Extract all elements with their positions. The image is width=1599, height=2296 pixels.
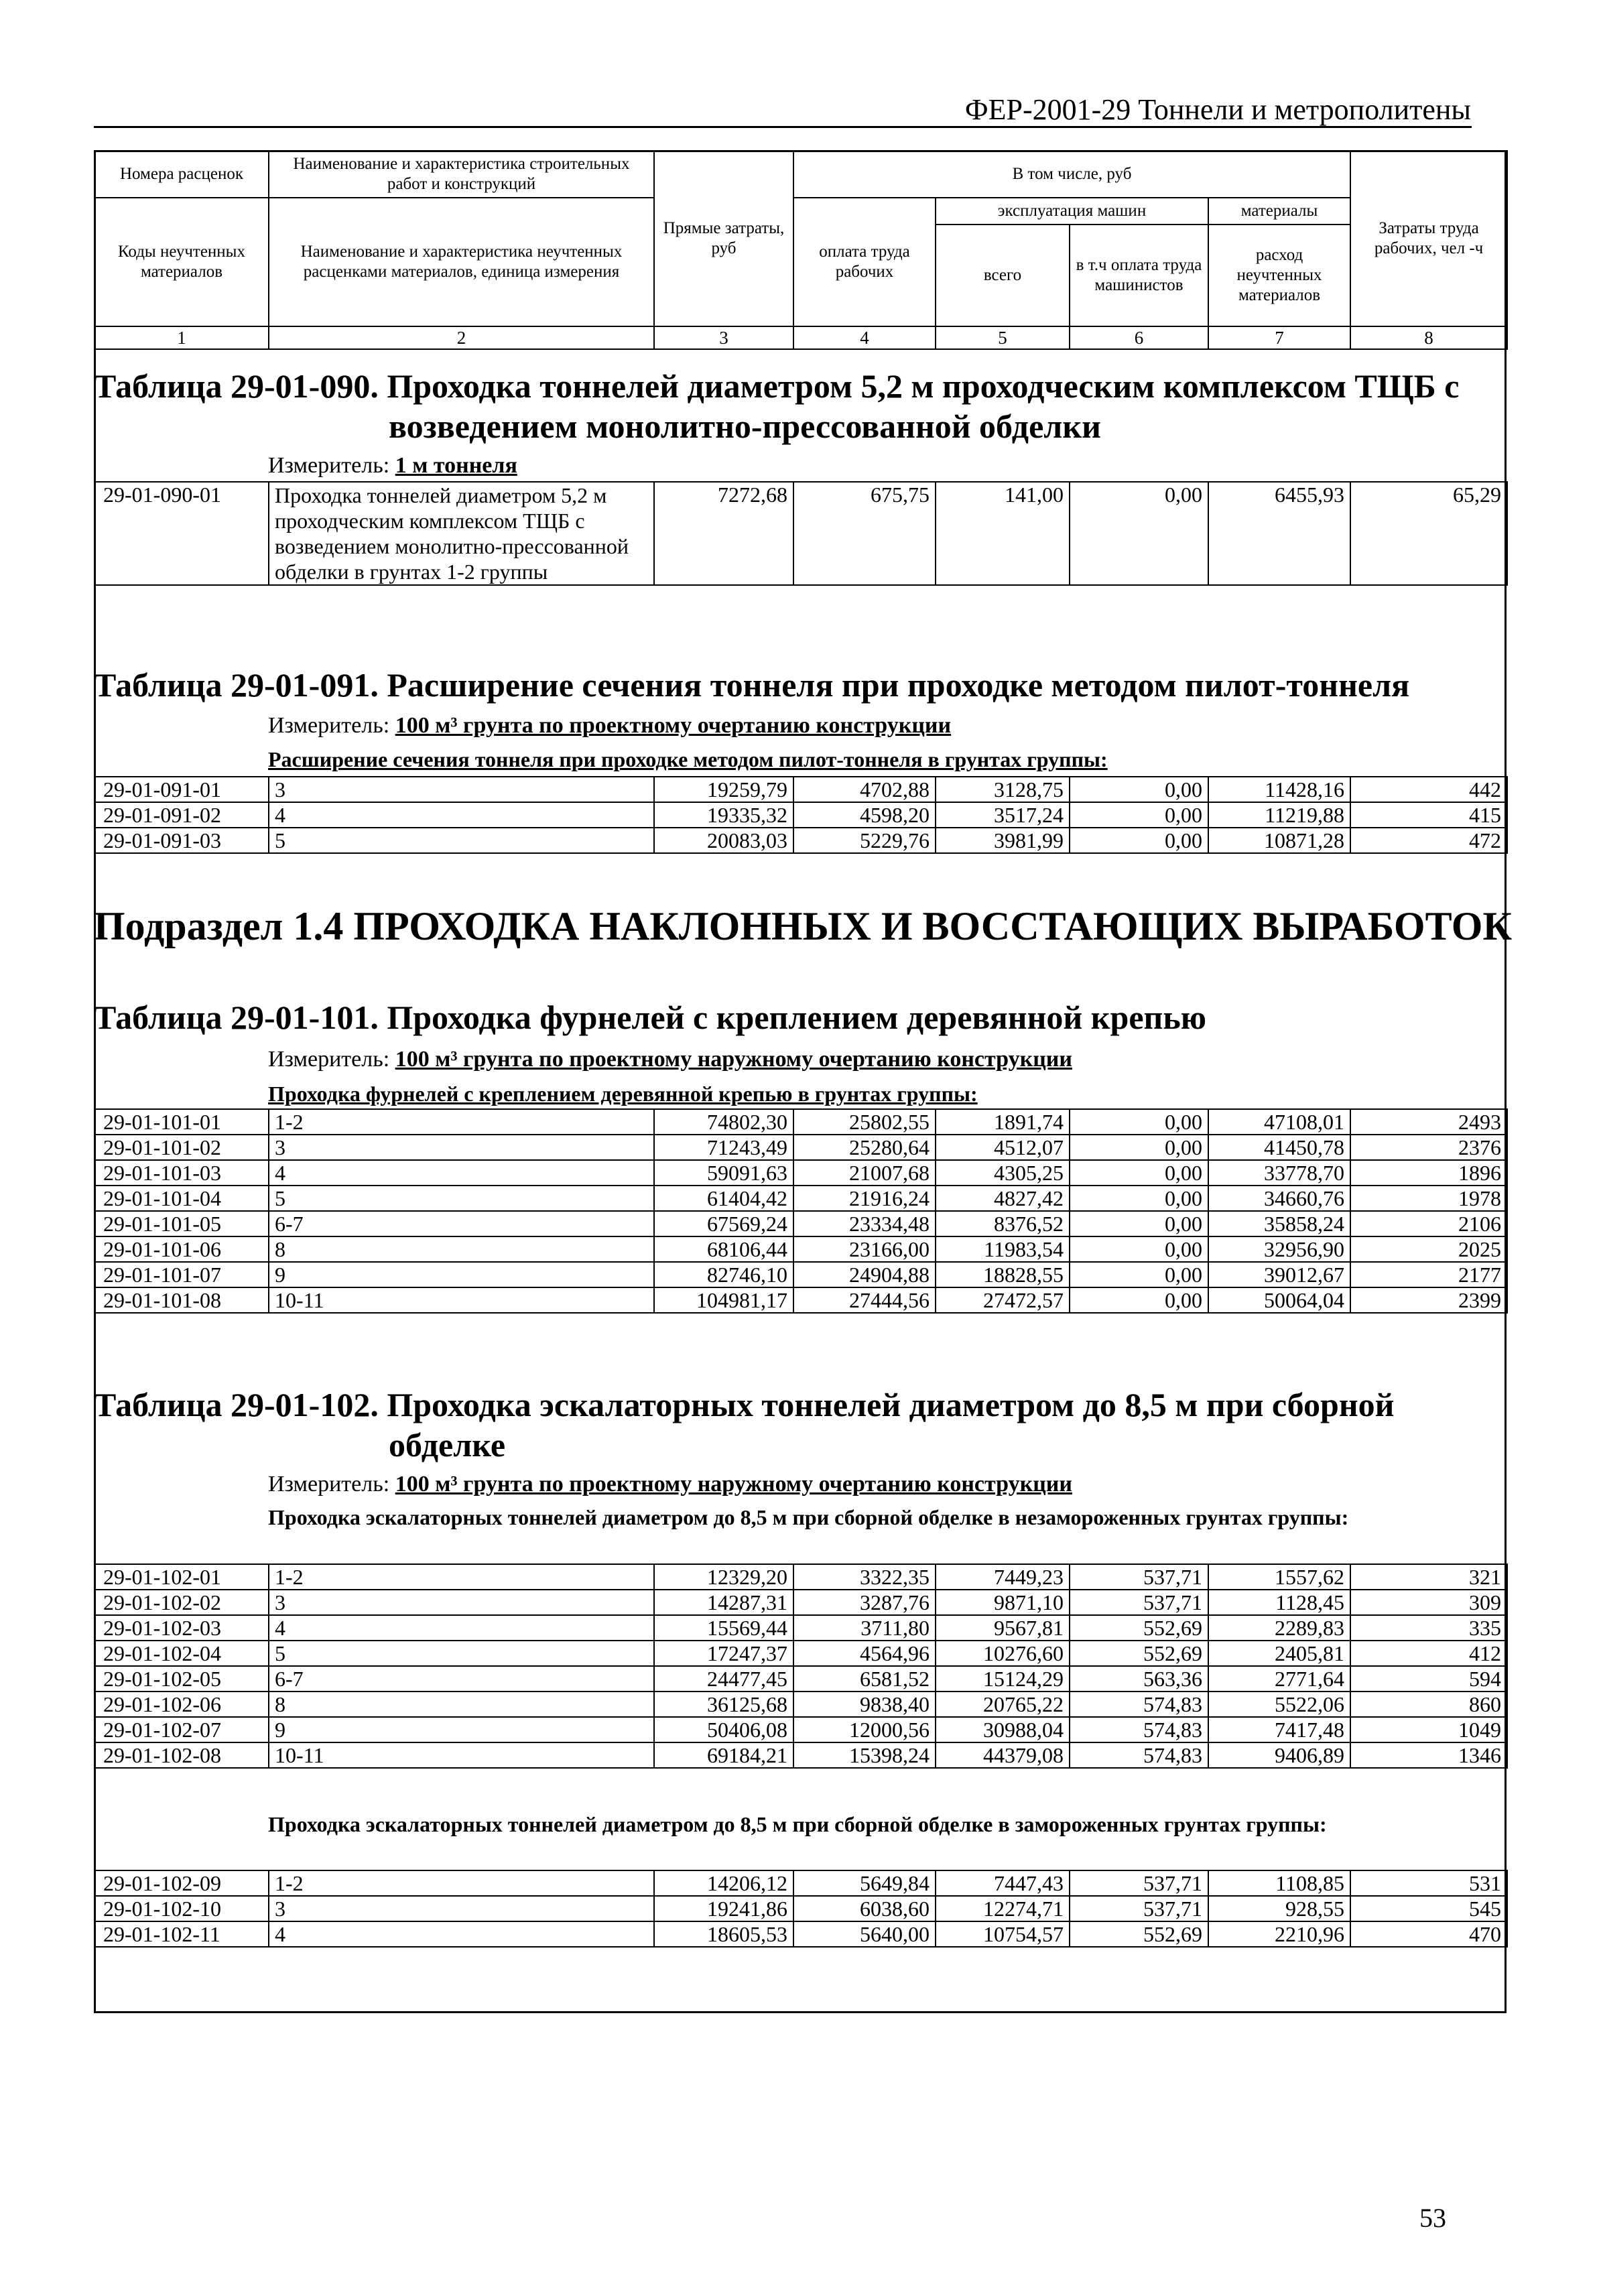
soil-group-cell: 6-7 — [269, 1666, 654, 1692]
soil-group-cell: 1-2 — [269, 1870, 654, 1896]
materials-cell: 1128,45 — [1208, 1590, 1350, 1615]
machines-total-cell: 18828,55 — [936, 1262, 1070, 1287]
labor-costs-cell: 2376 — [1350, 1135, 1507, 1160]
table-101-section: Проходка фурнелей с креплением деревянной крепью в грунтах группы: — [268, 1082, 978, 1106]
direct-costs-cell: 36125,68 — [654, 1692, 793, 1717]
table-090-unit: 1 м тоннеля — [395, 453, 517, 478]
operator-pay-cell: 0,00 — [1070, 1287, 1208, 1313]
operator-pay-header: в т.ч оплата труда машинистов — [1070, 225, 1208, 326]
direct-costs-cell: 69184,21 — [654, 1742, 793, 1768]
machines-total-cell: 4512,07 — [936, 1135, 1070, 1160]
soil-group-cell: 4 — [269, 1921, 654, 1947]
subsection-heading: Подраздел 1.4 ПРОХОДКА НАКЛОННЫХ И ВОССТАЮЩИХ ВЫРАБОТОК — [94, 904, 1512, 948]
materials-cell: 47108,01 — [1208, 1109, 1350, 1135]
worker-pay-cell: 27444,56 — [793, 1287, 936, 1313]
table-101-title: Таблица 29-01-101. Проходка фурнелей с креплением деревянной крепью — [94, 999, 1206, 1036]
materials-cell: 7417,48 — [1208, 1717, 1350, 1742]
direct-costs-cell: 67569,24 — [654, 1211, 793, 1236]
table-row — [94, 1615, 1507, 1641]
rate-code-cell: 29-01-102-05 — [94, 1666, 269, 1692]
rate-code-cell: 29-01-102-07 — [94, 1717, 269, 1742]
operator-pay-cell: 0,00 — [1070, 802, 1208, 828]
direct-costs-cell: 82746,10 — [654, 1262, 793, 1287]
rate-code-cell: 29-01-101-08 — [94, 1287, 269, 1313]
direct-costs-cell: 20083,03 — [654, 828, 793, 853]
direct-costs-cell: 18605,53 — [654, 1921, 793, 1947]
materials-cell: 11428,16 — [1208, 777, 1350, 802]
machines-total-cell: 1891,74 — [936, 1109, 1070, 1135]
direct-costs-cell: 19335,32 — [654, 802, 793, 828]
labor-costs-cell: 2025 — [1350, 1236, 1507, 1262]
operator-pay-cell: 574,83 — [1070, 1742, 1208, 1768]
table-102-section-1: Проходка эскалаторных тоннелей диаметром до 8,5 м при сборной обделке в незамороженных грунтах группы: — [268, 1505, 1349, 1529]
table-090-title-line1: Проходка тоннелей диаметром 5,2 м проходческим комплексом ТЩБ с — [387, 367, 1460, 405]
rate-code-cell: 29-01-101-05 — [94, 1211, 269, 1236]
direct-costs-cell: 24477,45 — [654, 1666, 793, 1692]
operator-pay-cell: 0,00 — [1070, 777, 1208, 802]
machines-total-cell: 3128,75 — [936, 777, 1070, 802]
col-number: 8 — [1350, 326, 1507, 349]
rate-code-cell: 29-01-102-09 — [94, 1870, 269, 1896]
machines-total-cell: 9871,10 — [936, 1590, 1070, 1615]
direct-costs-cell: 71243,49 — [654, 1135, 793, 1160]
labor-costs-cell: 309 — [1350, 1590, 1507, 1615]
table-101-meter: Измеритель: 100 м³ грунта по проектному наружному очертанию конструкции — [268, 1047, 1072, 1072]
labor-costs-cell: 594 — [1350, 1666, 1507, 1692]
machines-total-cell: 10754,57 — [936, 1921, 1070, 1947]
direct-costs-cell: 17247,37 — [654, 1641, 793, 1666]
operator-pay-cell: 0,00 — [1070, 1135, 1208, 1160]
labor-costs-cell: 545 — [1350, 1896, 1507, 1921]
table-090-label: Таблица 29-01-090. — [94, 367, 379, 405]
materials-cell: 2405,81 — [1208, 1641, 1350, 1666]
rate-code-cell: 29-01-101-03 — [94, 1160, 269, 1186]
worker-pay-cell: 3287,76 — [793, 1590, 936, 1615]
col2-bottom-header: Наименование и характеристика неучтенных расценками материалов, единица измерения — [269, 198, 654, 326]
table-row — [94, 1236, 1507, 1262]
rate-code-cell: 29-01-102-02 — [94, 1590, 269, 1615]
table-row — [94, 1590, 1507, 1615]
table-row — [94, 1262, 1507, 1287]
rate-code-cell: 29-01-102-06 — [94, 1692, 269, 1717]
machines-total-cell: 9567,81 — [936, 1615, 1070, 1641]
header-rule — [94, 126, 1472, 128]
labor-costs-cell: 1978 — [1350, 1186, 1507, 1211]
worker-pay-cell: 9838,40 — [793, 1692, 936, 1717]
materials-cell: 33778,70 — [1208, 1160, 1350, 1186]
worker-pay-cell: 5229,76 — [793, 828, 936, 853]
labor-costs-cell: 2399 — [1350, 1287, 1507, 1313]
soil-group-cell: 1-2 — [269, 1564, 654, 1590]
machines-total-cell: 20765,22 — [936, 1692, 1070, 1717]
rate-code-cell: 29-01-102-04 — [94, 1641, 269, 1666]
table-row — [94, 1921, 1507, 1947]
soil-group-cell: 8 — [269, 1692, 654, 1717]
materials-cell: 41450,78 — [1208, 1135, 1350, 1160]
direct-costs-cell: 104981,17 — [654, 1287, 793, 1313]
rate-code-cell: 29-01-091-01 — [94, 777, 269, 802]
direct-costs-cell: 74802,30 — [654, 1109, 793, 1135]
direct-costs-cell: 14206,12 — [654, 1870, 793, 1896]
soil-group-cell: 4 — [269, 802, 654, 828]
including-header: В том числе, руб — [793, 151, 1350, 198]
table-row — [94, 1896, 1507, 1921]
soil-group-cell: 4 — [269, 1615, 654, 1641]
soil-group-cell: 10-11 — [269, 1287, 654, 1313]
worker-pay-header: оплата труда рабочих — [793, 198, 936, 326]
machines-header: эксплуатация машин — [936, 198, 1208, 225]
operator-pay-cell: 0,00 — [1070, 828, 1208, 853]
materials-cell: 50064,04 — [1208, 1287, 1350, 1313]
direct-costs-cell: 50406,08 — [654, 1717, 793, 1742]
worker-pay-cell: 21916,24 — [793, 1186, 936, 1211]
direct-costs-cell: 61404,42 — [654, 1186, 793, 1211]
rate-code-cell: 29-01-101-02 — [94, 1135, 269, 1160]
operator-pay-cell: 574,83 — [1070, 1692, 1208, 1717]
labor-costs-cell: 2493 — [1350, 1109, 1507, 1135]
soil-group-cell: 4 — [269, 1160, 654, 1186]
machines-total-cell: 7449,23 — [936, 1564, 1070, 1590]
rate-code-cell: 29-01-102-08 — [94, 1742, 269, 1768]
worker-pay-cell: 5640,00 — [793, 1921, 936, 1947]
machines-total-cell: 15124,29 — [936, 1666, 1070, 1692]
rate-code-cell: 29-01-091-02 — [94, 802, 269, 828]
rate-code-cell: 29-01-101-07 — [94, 1262, 269, 1287]
soil-group-cell: 5 — [269, 1641, 654, 1666]
worker-pay-cell: 23334,48 — [793, 1211, 936, 1236]
worker-pay-cell: 6038,60 — [793, 1896, 936, 1921]
soil-group-cell: 5 — [269, 1186, 654, 1211]
labor-costs-header: Затраты труда рабочих, чел -ч — [1350, 151, 1507, 326]
machines-total-cell: 4827,42 — [936, 1186, 1070, 1211]
materials-cell: 11219,88 — [1208, 802, 1350, 828]
soil-group-cell: 3 — [269, 1896, 654, 1921]
table-102-title: Таблица 29-01-102. Проходка эскалаторных тоннелей диаметром до 8,5 м при сборной обделке — [94, 1386, 1395, 1464]
operator-pay-cell: 0,00 — [1070, 1160, 1208, 1186]
materials-cell: 34660,76 — [1208, 1186, 1350, 1211]
labor-costs-cell: 472 — [1350, 828, 1507, 853]
table-row — [94, 1564, 1507, 1590]
labor-costs-cell: 412 — [1350, 1641, 1507, 1666]
table-row — [94, 1211, 1507, 1236]
table-102-meter: Измеритель: 100 м³ грунта по проектному наружному очертанию конструкции — [268, 1472, 1072, 1496]
worker-pay-cell: 6581,52 — [793, 1666, 936, 1692]
rate-code-cell: 29-01-101-01 — [94, 1109, 269, 1135]
materials-cell: 928,55 — [1208, 1896, 1350, 1921]
machines-total-cell: 30988,04 — [936, 1717, 1070, 1742]
soil-group-cell: 3 — [269, 1590, 654, 1615]
operator-pay-cell: 0,00 — [1070, 1109, 1208, 1135]
machines-total-header: всего — [936, 225, 1070, 326]
labor-costs-cell: 1049 — [1350, 1717, 1507, 1742]
soil-group-cell: 1-2 — [269, 1109, 654, 1135]
materials-cell: 35858,24 — [1208, 1211, 1350, 1236]
worker-pay-cell: 4564,96 — [793, 1641, 936, 1666]
materials-cell: 39012,67 — [1208, 1262, 1350, 1287]
soil-group-cell: 8 — [269, 1236, 654, 1262]
machines-total-cell: 12274,71 — [936, 1896, 1070, 1921]
column-header-table — [94, 150, 1508, 350]
direct-costs-cell: 14287,31 — [654, 1590, 793, 1615]
machines-total-cell: 3517,24 — [936, 802, 1070, 828]
direct-costs-cell: 68106,44 — [654, 1236, 793, 1262]
machines-total-cell: 7447,43 — [936, 1870, 1070, 1896]
worker-pay-cell: 24904,88 — [793, 1262, 936, 1287]
worker-pay-cell: 23166,00 — [793, 1236, 936, 1262]
rate-code-cell: 29-01-102-03 — [94, 1615, 269, 1641]
table-row: 29-01-090-01 Проходка тоннелей диаметром 5,2 м проходческим комплексом ТЩБ с возведением монолитно-прессованной обделки в грунтах 1-2 группы 7272,68 675,75 141,00 0,00 6455,93 65,29 — [94, 482, 1507, 585]
worker-pay-cell: 15398,24 — [793, 1742, 936, 1768]
worker-pay-cell: 5649,84 — [793, 1870, 936, 1896]
machines-total-cell: 3981,99 — [936, 828, 1070, 853]
materials-consumption-header: расход неучтенных материалов — [1208, 225, 1350, 326]
table-090-title — [94, 366, 1459, 446]
worker-pay-cell: 4598,20 — [793, 802, 936, 828]
direct-costs-cell: 19241,86 — [654, 1896, 793, 1921]
table-102-section-2: Проходка эскалаторных тоннелей диаметром до 8,5 м при сборной обделке в замороженных грунтах группы: — [268, 1812, 1327, 1836]
machines-total-cell: 44379,08 — [936, 1742, 1070, 1768]
table-091-meter: Измеритель: 100 м³ грунта по проектному очертанию конструкции — [268, 713, 952, 738]
direct-costs-cell: 15569,44 — [654, 1615, 793, 1641]
materials-cell: 5522,06 — [1208, 1692, 1350, 1717]
operator-pay-cell: 537,71 — [1070, 1896, 1208, 1921]
materials-cell: 2210,96 — [1208, 1921, 1350, 1947]
col-number: 4 — [793, 326, 936, 349]
operator-pay-cell: 537,71 — [1070, 1870, 1208, 1896]
worker-pay-cell: 3711,80 — [793, 1615, 936, 1641]
table-row — [94, 1160, 1507, 1186]
materials-cell: 9406,89 — [1208, 1742, 1350, 1768]
operator-pay-cell: 0,00 — [1070, 1211, 1208, 1236]
operator-pay-cell: 563,36 — [1070, 1666, 1208, 1692]
labor-costs-cell: 531 — [1350, 1870, 1507, 1896]
soil-group-cell: 3 — [269, 777, 654, 802]
machines-total-cell: 8376,52 — [936, 1211, 1070, 1236]
col-number: 3 — [654, 326, 793, 349]
worker-pay-cell: 4702,88 — [793, 777, 936, 802]
soil-group-cell: 3 — [269, 1135, 654, 1160]
labor-costs-cell: 470 — [1350, 1921, 1507, 1947]
rate-code-cell: 29-01-091-03 — [94, 828, 269, 853]
table-row — [94, 1135, 1507, 1160]
rate-code-cell: 29-01-102-10 — [94, 1896, 269, 1921]
table-row — [94, 828, 1507, 853]
col2-top-header: Наименование и характеристика строительных работ и конструкций — [269, 151, 654, 198]
materials-cell: 32956,90 — [1208, 1236, 1350, 1262]
table-101-rows — [94, 1108, 1508, 1314]
soil-group-cell: 9 — [269, 1262, 654, 1287]
labor-costs-cell: 860 — [1350, 1692, 1507, 1717]
table-row — [94, 1287, 1507, 1313]
table-row — [94, 802, 1507, 828]
operator-pay-cell: 0,00 — [1070, 1236, 1208, 1262]
worker-pay-cell: 21007,68 — [793, 1160, 936, 1186]
materials-cell: 1108,85 — [1208, 1870, 1350, 1896]
rate-code-cell: 29-01-101-04 — [94, 1186, 269, 1211]
operator-pay-cell: 537,71 — [1070, 1590, 1208, 1615]
materials-cell: 10871,28 — [1208, 828, 1350, 853]
table-102-rows-1 — [94, 1564, 1508, 1769]
labor-costs-cell: 2177 — [1350, 1262, 1507, 1287]
table-row — [94, 1742, 1507, 1768]
operator-pay-cell: 537,71 — [1070, 1564, 1208, 1590]
soil-group-cell: 5 — [269, 828, 654, 853]
table-090-rows — [94, 481, 1508, 586]
table-090-title-line2: возведением монолитно-прессованной обделки — [389, 407, 1101, 445]
table-091-section: Расширение сечения тоннеля при проходке методом пилот-тоннеля в грунтах группы: — [268, 747, 1108, 771]
worker-pay-cell: 3322,35 — [793, 1564, 936, 1590]
direct-costs-header: Прямые затраты, руб — [654, 151, 793, 326]
operator-pay-cell: 574,83 — [1070, 1717, 1208, 1742]
labor-costs-cell: 1896 — [1350, 1160, 1507, 1186]
col-number: 5 — [936, 326, 1070, 349]
worker-pay-cell: 12000,56 — [793, 1717, 936, 1742]
table-102-rows-2 — [94, 1870, 1508, 1948]
soil-group-cell: 10-11 — [269, 1742, 654, 1768]
direct-costs-cell: 19259,79 — [654, 777, 793, 802]
col-number: 1 — [94, 326, 269, 349]
labor-costs-cell: 335 — [1350, 1615, 1507, 1641]
operator-pay-cell: 552,69 — [1070, 1641, 1208, 1666]
rate-code-cell: 29-01-101-06 — [94, 1236, 269, 1262]
direct-costs-cell: 59091,63 — [654, 1160, 793, 1186]
labor-costs-cell: 415 — [1350, 802, 1507, 828]
col1-top-header: Номера расценок — [94, 151, 269, 198]
operator-pay-cell: 552,69 — [1070, 1921, 1208, 1947]
table-row — [94, 1666, 1507, 1692]
operator-pay-cell: 0,00 — [1070, 1262, 1208, 1287]
labor-costs-cell: 1346 — [1350, 1742, 1507, 1768]
rate-code-cell: 29-01-102-11 — [94, 1921, 269, 1947]
col1-bottom-header: Коды неучтенных материалов — [94, 198, 269, 326]
table-row — [94, 1109, 1507, 1135]
materials-header: материалы — [1208, 198, 1350, 225]
soil-group-cell: 6-7 — [269, 1211, 654, 1236]
labor-costs-cell: 321 — [1350, 1564, 1507, 1590]
page-number: 53 — [1419, 2203, 1446, 2233]
table-091-rows — [94, 776, 1508, 854]
rate-code-cell: 29-01-102-01 — [94, 1564, 269, 1590]
machines-total-cell: 27472,57 — [936, 1287, 1070, 1313]
materials-cell: 2771,64 — [1208, 1666, 1350, 1692]
machines-total-cell: 4305,25 — [936, 1160, 1070, 1186]
running-header: ФЕР-2001-29 Тоннели и метрополитены — [964, 93, 1471, 126]
table-090-meter: Измеритель: 1 м тоннеля — [268, 453, 517, 478]
operator-pay-cell: 552,69 — [1070, 1615, 1208, 1641]
worker-pay-cell: 25802,55 — [793, 1109, 936, 1135]
operator-pay-cell: 0,00 — [1070, 1186, 1208, 1211]
direct-costs-cell: 12329,20 — [654, 1564, 793, 1590]
machines-total-cell: 11983,54 — [936, 1236, 1070, 1262]
materials-cell: 1557,62 — [1208, 1564, 1350, 1590]
labor-costs-cell: 442 — [1350, 777, 1507, 802]
col-number: 6 — [1070, 326, 1208, 349]
table-row — [94, 1641, 1507, 1666]
table-row — [94, 1717, 1507, 1742]
table-091-title: Таблица 29-01-091. Расширение сечения тоннеля при проходке методом пилот-тоннеля — [94, 666, 1410, 704]
soil-group-cell: 9 — [269, 1717, 654, 1742]
materials-cell: 2289,83 — [1208, 1615, 1350, 1641]
machines-total-cell: 10276,60 — [936, 1641, 1070, 1666]
col-number: 7 — [1208, 326, 1350, 349]
table-row — [94, 1870, 1507, 1896]
table-row — [94, 1692, 1507, 1717]
worker-pay-cell: 25280,64 — [793, 1135, 936, 1160]
col-number: 2 — [269, 326, 654, 349]
labor-costs-cell: 2106 — [1350, 1211, 1507, 1236]
table-row — [94, 777, 1507, 802]
table-row — [94, 1186, 1507, 1211]
